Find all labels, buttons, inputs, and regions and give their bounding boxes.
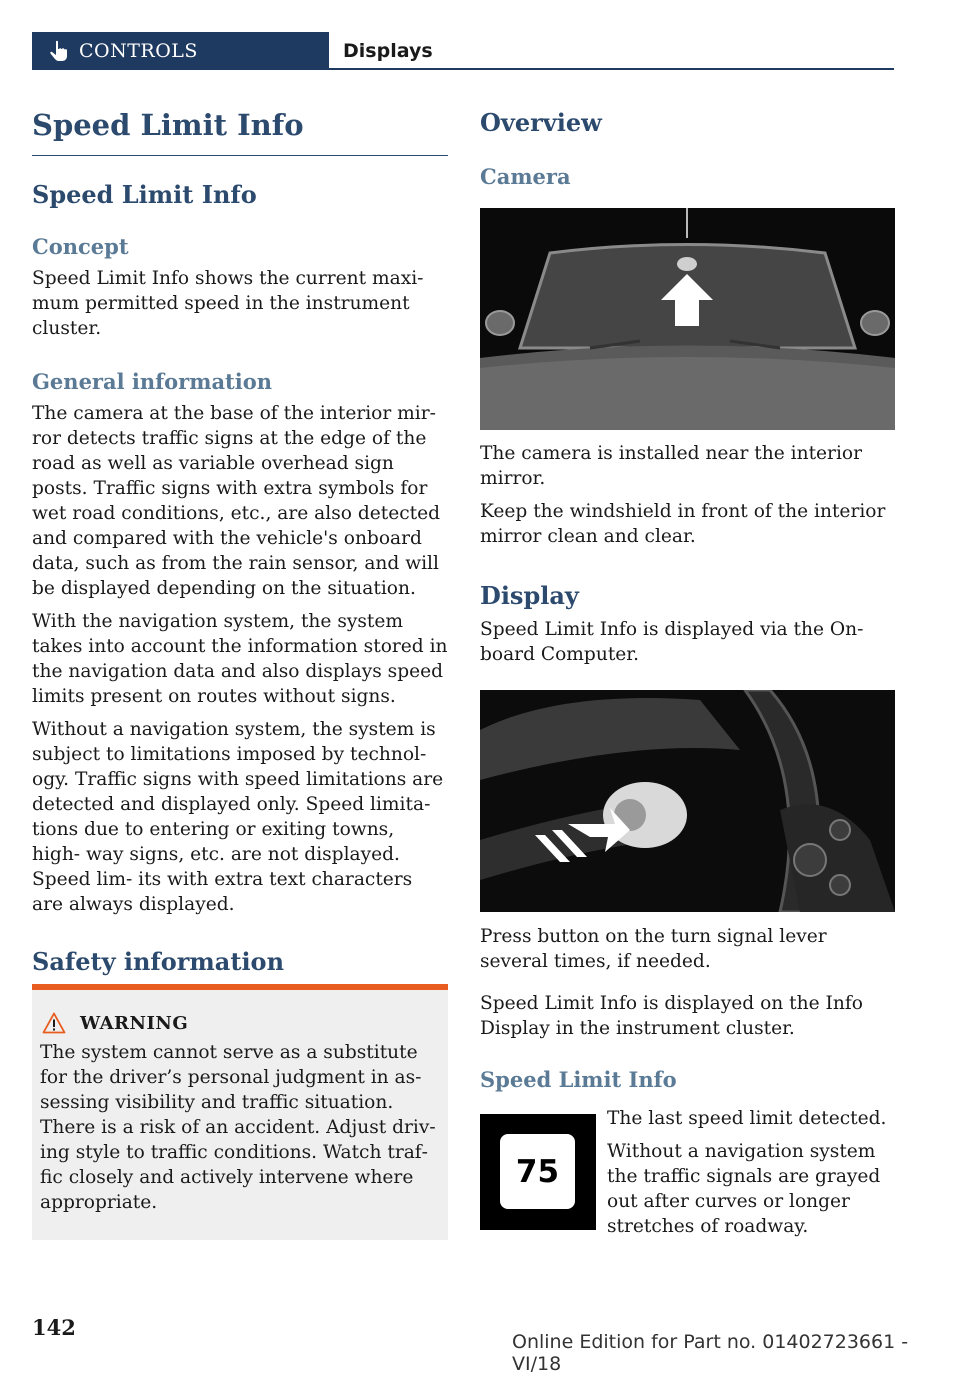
chapter-tab: [32, 32, 329, 70]
camera-windshield-image: [480, 208, 895, 430]
overview-heading: Overview: [480, 108, 602, 137]
display-text-1: Speed Limit Info is displayed via the On‐ board Computer.: [480, 619, 864, 665]
general-info-paragraph-3: Without a navigation system, the system is subject to limitations imposed by technol‐ ogy. Traffic signs with speed limitations are detected and displayed only. Speed limita‐ tions due to entering or exiting towns, high‐ way signs, etc. are not displayed. Speed lim‐ its with extra text characters are always displayed.: [32, 719, 444, 915]
speed-limit-value: 75: [500, 1134, 575, 1209]
page-title: Speed Limit Info: [32, 108, 304, 142]
camera-heading: Camera: [480, 164, 571, 189]
warning-triangle-icon: [42, 1012, 66, 1034]
camera-text-2: Keep the windshield in front of the interior mirror clean and clear.: [480, 501, 886, 547]
speed-limit-sign-icon: [480, 1114, 596, 1230]
section-heading: Speed Limit Info: [32, 180, 257, 209]
turn-signal-lever-image: [480, 690, 895, 912]
speed-limit-info-text-2: Without a navigation system the traffic signals are grayed out after curves or longer stretches of roadway.: [607, 1141, 881, 1237]
left-column: [32, 100, 448, 977]
page-number: 142: [32, 1315, 76, 1340]
warning-title: [40, 1012, 440, 1034]
right-column: [480, 100, 895, 190]
speed-limit-info-heading: Speed Limit Info: [480, 1067, 677, 1092]
speed-limit-info-text-1: The last speed limit detected.: [607, 1108, 887, 1129]
general-info-paragraph-1: The camera at the base of the interior mir‐ ror detects traffic signs at the edge of the road as well as variable overhead sign posts. Traffic signs with extra symbols for wet road conditions, etc., are also detected and compared with the vehicle's onboard data, such as from the rain sensor, and will be displayed depending on the situation.: [32, 403, 441, 599]
warning-label: WARNING: [80, 1012, 189, 1034]
safety-info-heading: Safety information: [32, 947, 285, 976]
general-info-paragraph-2: With the navigation system, the system takes into account the information stored in the navigation data and also displays speed limits present on routes without signs.: [32, 611, 448, 707]
chapter-label: CONTROLS: [79, 40, 198, 62]
page-header: [32, 32, 894, 70]
speed-limit-info-text-block: [607, 1106, 897, 1239]
pointing-hand-icon: [47, 40, 69, 62]
edition-note: Online Edition for Part no. 01402723661 - VI/18: [512, 1331, 909, 1375]
warning-box: [32, 984, 448, 1240]
warning-text: The system cannot serve as a substitute for the driver’s personal judgment in as‐ sessing visibility and traffic situation. There is a risk of an accident. Adjust driv‐ ing style to traffic conditions. Watch traf‐ fic closely and actively intervene where appropriate.: [40, 1042, 436, 1213]
title-rule: [32, 155, 448, 156]
concept-text: Speed Limit Info shows the current maxi‐ mum permitted speed in the instrument cluster.: [32, 268, 424, 339]
display-text-block: [480, 924, 895, 1093]
section-title: Displays: [343, 40, 433, 62]
header-rule: [329, 68, 894, 70]
camera-text-block: [480, 441, 895, 667]
general-info-heading: General information: [32, 369, 273, 394]
display-heading: Display: [480, 581, 579, 610]
camera-text-1: The camera is installed near the interior mirror.: [480, 443, 862, 489]
display-text-3: Speed Limit Info is displayed on the Info Display in the instrument cluster.: [480, 993, 863, 1039]
concept-heading: Concept: [32, 234, 129, 259]
display-text-2: Press button on the turn signal lever several times, if needed.: [480, 926, 827, 972]
